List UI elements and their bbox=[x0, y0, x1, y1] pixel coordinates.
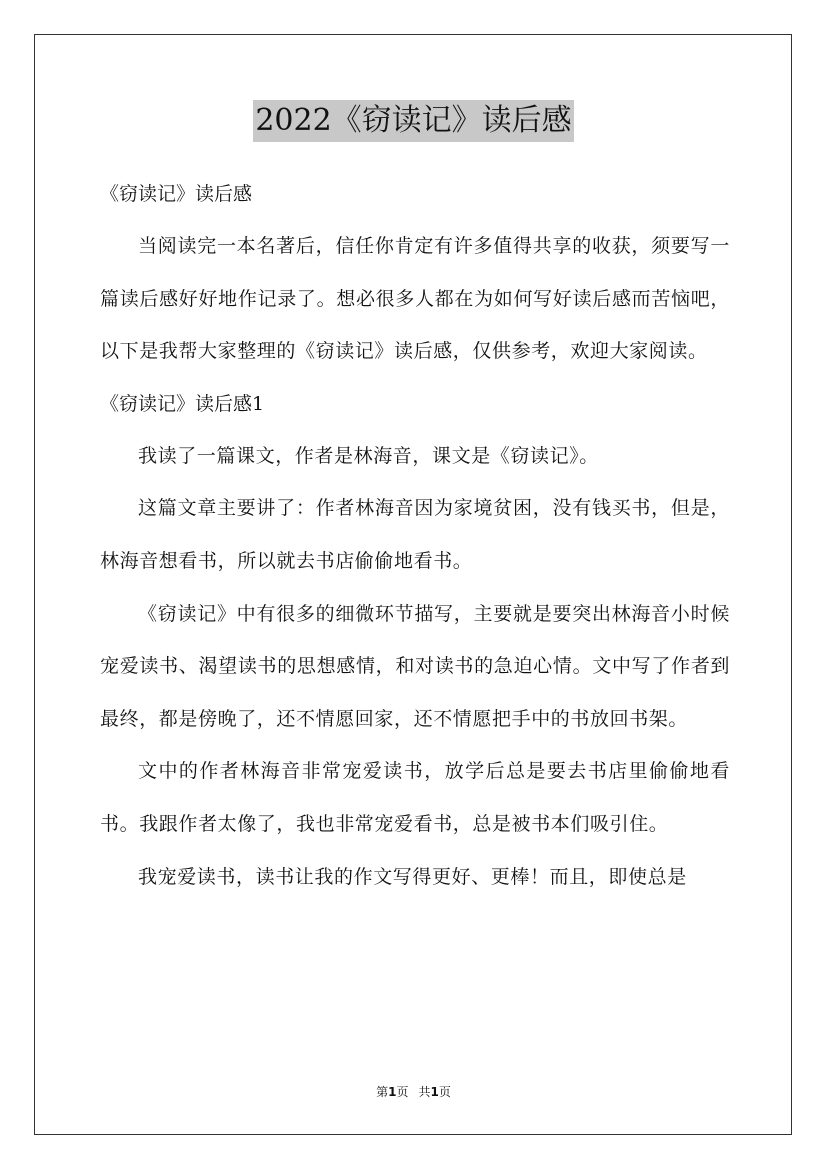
page-number: 1 bbox=[388, 1085, 397, 1099]
document-body bbox=[100, 168, 730, 903]
section-heading: 《窃读记》读后感 bbox=[100, 183, 253, 205]
page-footer bbox=[0, 1083, 827, 1100]
paragraph: 《窃读记》中有很多的细微环节描写，主要就是要突出林海音小时候宠爱读书、渴望读书的思想感情，和对读书的急迫心情。文中写了作者到最终，都是傍晚了，还不情愿回家，还不情愿把手中的书放回书架。 bbox=[100, 602, 730, 730]
total-pages: 1 bbox=[430, 1085, 439, 1099]
page-prefix: 第 bbox=[376, 1085, 389, 1099]
title-wrap bbox=[0, 100, 827, 142]
total-prefix: 共 bbox=[418, 1085, 431, 1099]
page-suffix: 页 bbox=[396, 1085, 409, 1099]
paragraph: 我宠爱读书，读书让我的作文写得更好、更棒！而且，即使总是 bbox=[138, 865, 687, 888]
essay-heading: 《窃读记》读后感1 bbox=[100, 392, 265, 415]
paragraph: 文中的作者林海音非常宠爱读书，放学后总是要去书店里偷偷地看书。我跟作者太像了，我也非常宠爱看书，总是被书本们吸引住。 bbox=[100, 760, 730, 835]
paragraph: 这篇文章主要讲了：作者林海音因为家境贫困，没有钱买书，但是，林海音想看书，所以就去书店偷偷地看书。 bbox=[100, 497, 730, 572]
document-title: 2022《窃读记》读后感 bbox=[253, 100, 573, 142]
total-suffix: 页 bbox=[438, 1085, 451, 1099]
intro-paragraph: 当阅读完一本名著后，信任你肯定有许多值得共享的收获，须要写一篇读后感好好地作记录了。想必很多人都在为如何写好读后感而苦恼吧，以下是我帮大家整理的《窃读记》读后感，仅供参考，欢迎大家阅读。 bbox=[100, 235, 730, 363]
paragraph: 我读了一篇课文，作者是林海音，课文是《窃读记》。 bbox=[138, 444, 599, 467]
